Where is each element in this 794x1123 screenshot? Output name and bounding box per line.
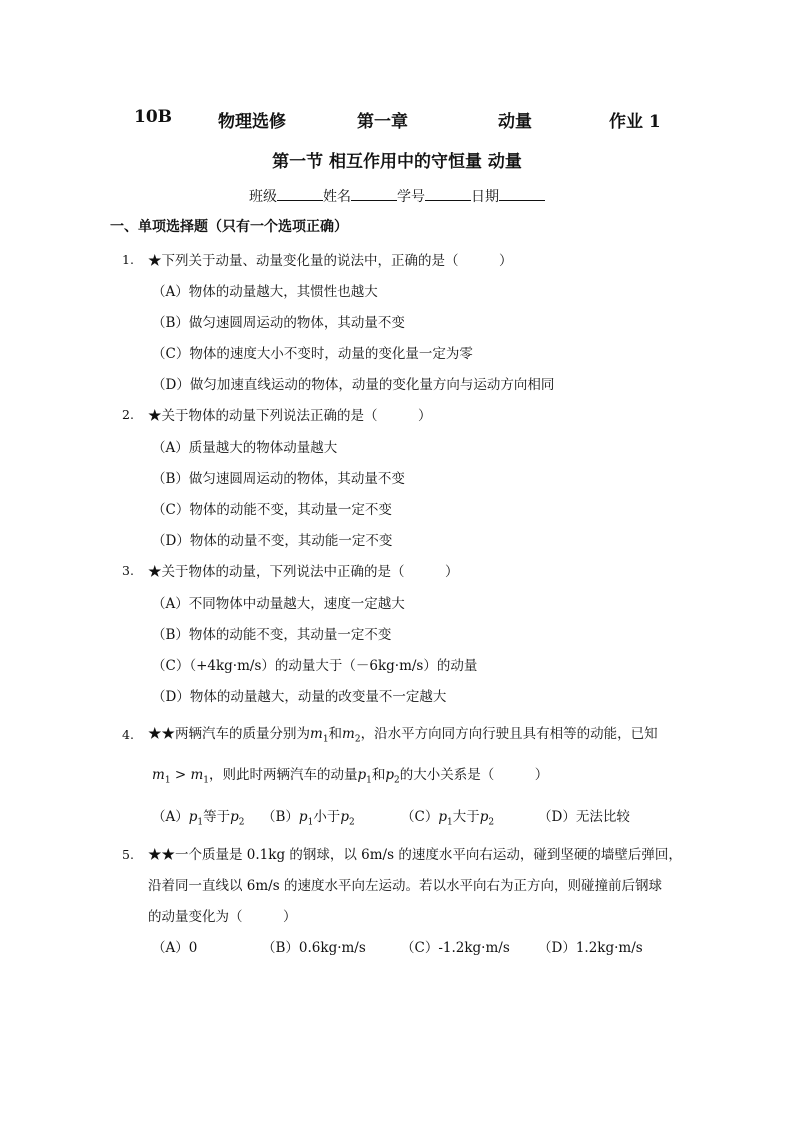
option-a: （A）物体的动量越大，其惯性也越大 bbox=[152, 284, 378, 300]
question-stem: ★★两辆汽车的质量分别为$m_1$和$m_2$，沿水平方向同方向行驶且具有相等的动能，已知 bbox=[148, 726, 658, 745]
option-a: （A）不同物体中动量越大，速度一定越大 bbox=[152, 596, 405, 612]
option-b: （B）0.6kg·m/s bbox=[262, 940, 366, 956]
question-stem-continued: 的动量变化为（ ） bbox=[148, 909, 297, 925]
question-stem-continued: $m_1 > m_1$，则此时两辆汽车的动量$p_1$和$p_2$的大小关系是（ ） bbox=[152, 767, 549, 786]
header-chapter: 第一章 bbox=[357, 112, 408, 132]
option-d: （D）无法比较 bbox=[538, 809, 630, 825]
option-c: （C）物体的动能不变，其动量一定不变 bbox=[152, 502, 392, 518]
option-a: （A）0 bbox=[152, 940, 198, 956]
option-c: $(C)p_1$大于$p_2$ bbox=[401, 809, 495, 828]
option-c: （C）（+4kg·m/s）的动量大于（－6kg·m/s）的动量 bbox=[152, 658, 478, 674]
question-stem: ★下列关于动量、动量变化量的说法中，正确的是（ ） bbox=[148, 253, 513, 269]
option-b: （B）物体的动能不变，其动量一定不变 bbox=[152, 627, 392, 643]
option-a: $(A)p_1$等于$p_2$ bbox=[152, 809, 245, 828]
option-b: （B）做匀速圆周运动的物体，其动量不变 bbox=[152, 471, 405, 487]
question-number: 5. bbox=[122, 847, 134, 862]
header-assignment: 作业 1 bbox=[609, 112, 661, 132]
option-b: （B）做匀速圆周运动的物体，其动量不变 bbox=[152, 315, 405, 331]
option-c: （C）-1.2kg·m/s bbox=[401, 940, 510, 956]
question-stem-continued: 沿着同一直线以 6m/s 的速度水平向左运动。若以水平向右为正方向，则碰撞前后钢球 bbox=[148, 878, 662, 894]
header-grade: 10B bbox=[134, 107, 173, 127]
question-stem: ★关于物体的动量，下列说法中正确的是（ ） bbox=[148, 564, 459, 580]
option-a: （A）质量越大的物体动量越大 bbox=[152, 440, 338, 456]
class-label: 班级 bbox=[249, 189, 277, 205]
option-d: （D）做匀加速直线运动的物体，动量的变化量方向与运动方向相同 bbox=[152, 377, 555, 393]
option-b: $(B)p_1$小于$p_2$ bbox=[262, 809, 355, 828]
question-number: 3. bbox=[122, 563, 134, 578]
question-number: 2. bbox=[122, 407, 134, 422]
date-blank[interactable] bbox=[499, 187, 545, 201]
name-label: 姓名 bbox=[323, 189, 351, 205]
option-d: （D）1.2kg·m/s bbox=[538, 940, 643, 956]
option-d: （D）物体的动量不变，其动能一定不变 bbox=[152, 533, 393, 549]
header-topic: 动量 bbox=[498, 112, 532, 132]
question-stem: ★★一个质量是 0.1kg 的钢球，以 6m/s 的速度水平向右运动，碰到坚硬的墙壁后弹回， bbox=[148, 847, 682, 863]
option-d: （D）物体的动量越大，动量的改变量不一定越大 bbox=[152, 689, 447, 705]
name-blank[interactable] bbox=[351, 187, 397, 201]
header-subject: 物理选修 bbox=[218, 112, 286, 132]
question-number: 4. bbox=[122, 727, 134, 742]
option-c: （C）物体的速度大小不变时，动量的变化量一定为零 bbox=[152, 346, 473, 362]
question-number: 1. bbox=[122, 252, 134, 267]
number-blank[interactable] bbox=[425, 187, 471, 201]
class-blank[interactable] bbox=[277, 187, 323, 201]
section-subtitle: 第一节 相互作用中的守恒量 动量 bbox=[272, 152, 522, 172]
number-label: 学号 bbox=[397, 189, 425, 205]
date-label: 日期 bbox=[471, 189, 499, 205]
question-stem: ★关于物体的动量下列说法正确的是（ ） bbox=[148, 408, 432, 424]
section-title: 一、单项选择题（只有一个选项正确） bbox=[110, 219, 348, 235]
student-info-row bbox=[0, 186, 794, 206]
